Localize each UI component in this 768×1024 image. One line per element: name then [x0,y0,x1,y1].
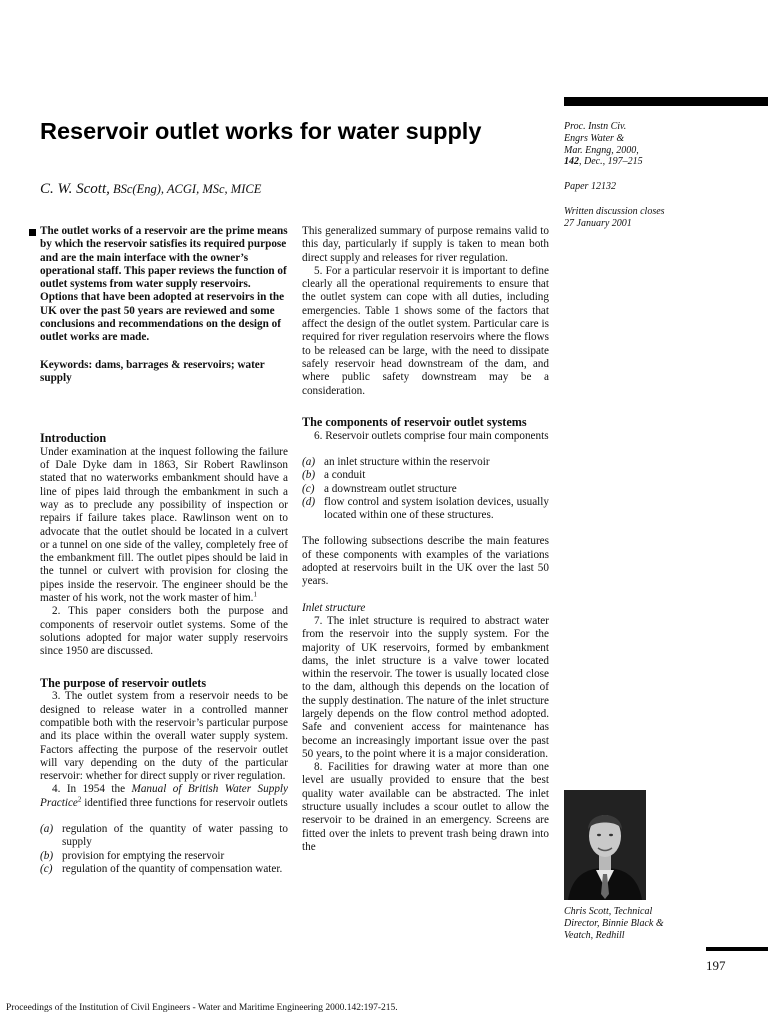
abstract [40,225,288,385]
heading-introduction: Introduction [40,431,107,445]
right-column [302,225,549,854]
paragraph-summary: This generalized summary of purpose remains valid to this day, particularly if supply is taken to mean both direct supply and releases for river regulation. [302,225,549,264]
paragraph-7: 7. The inlet structure is required to abstract water from the reservoir into the supply system. For the majority of UK reservoirs, formed by embankment dams, the inlet structure is a valve tower located within the reservoir. The tower is usually located close to the dam, although this depends on the location of the supply destination. The nature of the inlet structure largely depends on the flow control method adopted. Safe and convenient access for maintenance has become an increasingly important issue over the past 50 years, to the point where it is a major consideration. [302,614,549,760]
paragraph-6: 6. Reservoir outlets comprise four main components [314,429,549,442]
list-item: (a) regulation of the quantity of water passing to supply [40,823,288,849]
paragraph-following: The following subsections describe the main features of these components with examples of the variations adopted at reservoirs built in the UK over the last 50 years. [302,535,549,588]
author-credentials: BSc(Eng), ACGI, MSc, MICE [109,182,262,196]
citation-note: Proc. Instn Civ. Engrs Water & Mar. Engng, 2000, 142, Dec., 197–215 [564,121,643,168]
footer-rule [706,947,768,951]
header-rule [564,97,768,106]
paragraph-1: Under examination at the inquest following the failure of Dale Dyke dam in 1863, Sir Robert Rawlinson stated that no waterworks embankment should have a line of pipes laid through the embankment in such a way as to preclude any possibility of inspection or repairs if failure takes place. Rawlinson went on to advocate that the outlet should be located in a culvert or a tunnel on one side of the valley, completely free of the embankment fill. The outlet pipes should be laid in the tunnel or culvert with provision for closing the pipes inside the reservoir. The engineer should be the master of his work, not the work master of him.$^1$ [40,445,288,605]
author-line [40,181,261,198]
keywords: Keywords: dams, barrages & reservoirs; water supply [40,358,265,384]
list-item: (c) regulation of the quantity of compensation water. [40,862,283,875]
manual-title: Manual of British Water Supply Practice [40,783,288,809]
heading-purpose: The purpose of reservoir outlets [40,675,207,690]
list-item: (b) a conduit [302,469,366,482]
author-name: C. W. Scott, [40,181,110,197]
author-portrait-icon [564,790,646,900]
footer-citation: Proceedings of the Institution of Civil Engineers - Water and Maritime Engineering 2000.142:197-215. [6,1003,398,1013]
paragraph-5: 5. For a particular reservoir it is important to define clearly all the operational requirements to ensure that the outlet system can cope with all duties, including emergencies. Table 1 shows some of the factors that affect the design of the outlet system. Particular care is required for river regulation reservoirs where the flows to be released can be large, with the need to dissipate safely reservoir head downstream of the dam, and where public safety downstream may be a consideration. [302,264,549,397]
paragraph-8: 8. Facilities for drawing water at more than one level are usually provided to ensure that the best quality water available can be abstracted. The inlet structure usually includes a scour outlet to allow the reservoir to be drained in an emergency. Screens are fitted over the inlets to prevent trash being drawn into the [302,761,549,853]
list-item: (c) a downstream outlet structure [302,482,457,495]
paragraph-4: 4. In 1954 the Manual of British Water Supply Practice$^2$ identified three functions for reservoir outlets [40,783,288,809]
list-item: (a) an inlet structure within the reservoir [302,455,490,468]
components-list [302,456,549,522]
heading-components: The components of reservoir outlet systems [302,414,527,429]
heading-inlet-structure: Inlet structure [302,601,366,614]
paper-number: Paper 12132 [564,181,616,192]
left-column [40,432,288,876]
photo-caption: Chris Scott, Technical Director, Binnie Black & Veatch, Redhill [564,906,664,941]
paragraph-3: 3. The outlet system from a reservoir needs to be designed to release water in a controlled manner compatible both with the reservoir’s particular purpose and its place within the overall water supply system. Factors affecting the purpose of the reservoir outlet will vary depending on the duty of the particular reservoir: whether for direct supply or river regulation. [40,690,288,783]
abstract-bullet-icon [29,229,36,236]
discussion-note: Written discussion closes 27 January 2001 [564,206,665,229]
reference-1: 1 [253,590,257,599]
list-item: (d) flow control and system isolation devices, usually located within one of these structures. [302,495,549,522]
abstract-text: The outlet works of a reservoir are the prime means by which the reservoir satisfies its required purpose and are the main interface with the owner’s operational staff. This paper reviews the function of outlet systems from water supply reservoirs. Options that have been adopted at reservoirs in the UK over the past 50 years are reviewed and some conclusions and recommendations on the design of outlet works are made. [40,225,288,344]
article-title: Reservoir outlet works for water supply [40,118,482,144]
reference-2: 2 [77,794,82,803]
list-item: (b) provision for emptying the reservoir [40,849,225,862]
page-number: 197 [706,958,726,973]
author-photo [564,790,646,900]
functions-list [40,823,288,876]
paragraph-2: 2. This paper considers both the purpose and components of reservoir outlet systems. Some of the solutions adopted for major water supply reservoirs since 1950 are discussed. [40,605,288,658]
